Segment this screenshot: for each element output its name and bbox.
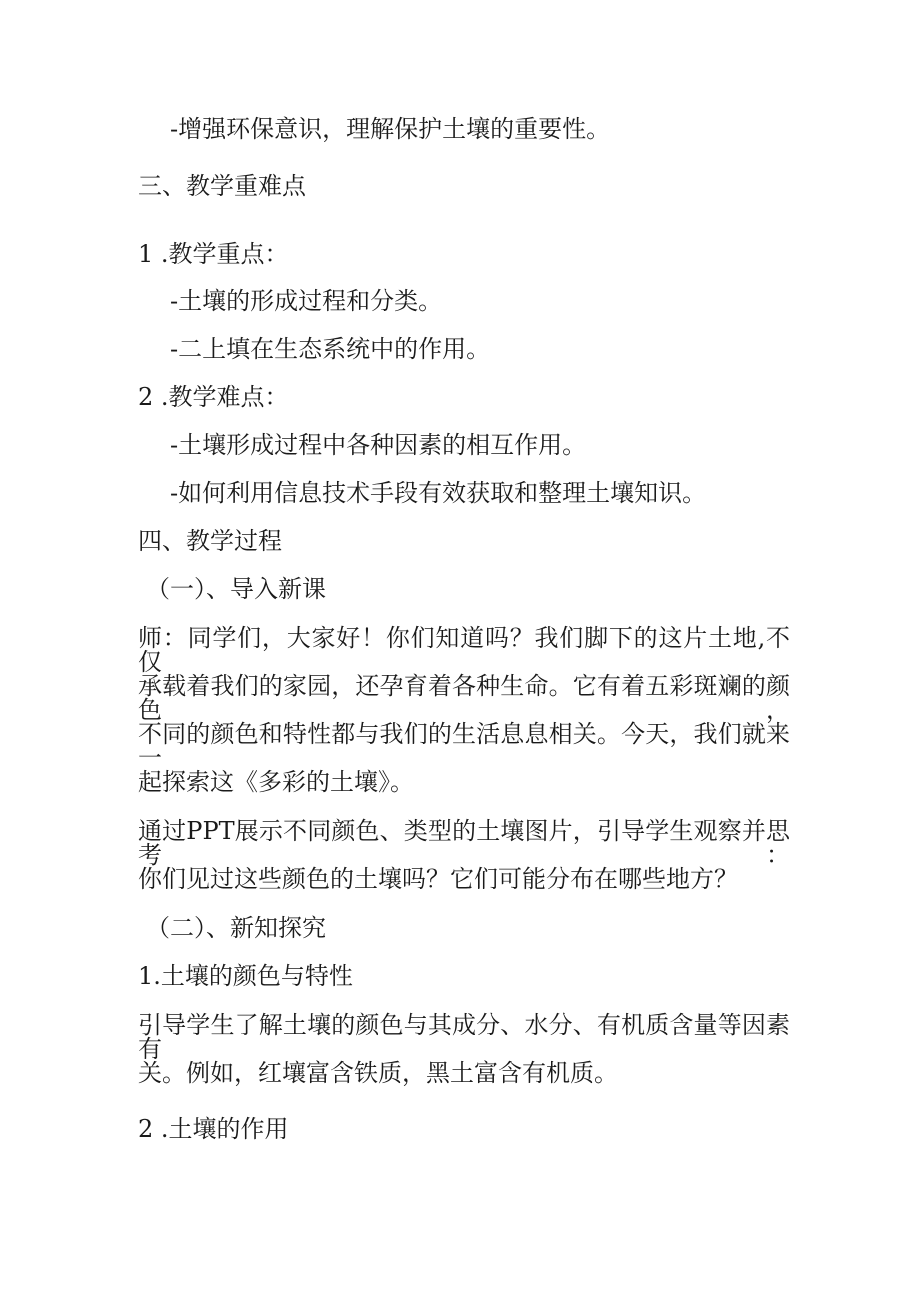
subsection-heading: （二）、新知探究 [146,914,326,942]
subsection-heading: （一）、导入新课 [146,575,326,603]
subsection-heading: 1.土壤的颜色与特性 [138,962,353,990]
paragraph-line: 起探索这《多彩的土壤》。 [138,768,414,796]
paragraph-line: 通过PPT展示不同颜色、类型的土壤图片，引导学生观察并思考： [138,817,790,869]
section-heading: 四、教学过程 [138,527,282,555]
paragraph-line: 不同的颜色和特性都与我们的生活息息相关。今天，我们就来一 [138,720,790,772]
paragraph-line: 关。例如，红壤富含铁质，黑土富含有机质。 [138,1059,618,1087]
section-heading: 三、教学重难点 [138,172,306,200]
subsection-heading: 1 .教学重点： [138,240,289,268]
paragraph-line: 你们见过这些颜色的土壤吗？它们可能分布在哪些地方？ [138,865,738,893]
list-item: -如何利用信息技术手段有效获取和整理土壤知识。 [170,479,707,507]
paragraph-line: 师：同学们，大家好！你们知道吗？我们脚下的这片土地,不仅 [138,624,790,676]
list-item: -二上填在生态系统中的作用。 [170,335,491,363]
paragraph-line: 引导学生了解土壤的颜色与其成分、水分、有机质含量等因素有 [138,1011,790,1063]
list-item: -土壤的形成过程和分类。 [170,287,443,315]
list-item: -土壤形成过程中各种因素的相互作用。 [170,431,587,459]
paragraph-line: -增强环保意识，理解保护土壤的重要性。 [170,115,611,143]
subsection-heading: 2 .教学难点： [138,383,289,411]
paragraph-line: 承载着我们的家园，还孕育着各种生命。它有着五彩斑斓的颜色， [138,672,790,724]
subsection-heading: 2 .土壤的作用 [138,1115,289,1143]
